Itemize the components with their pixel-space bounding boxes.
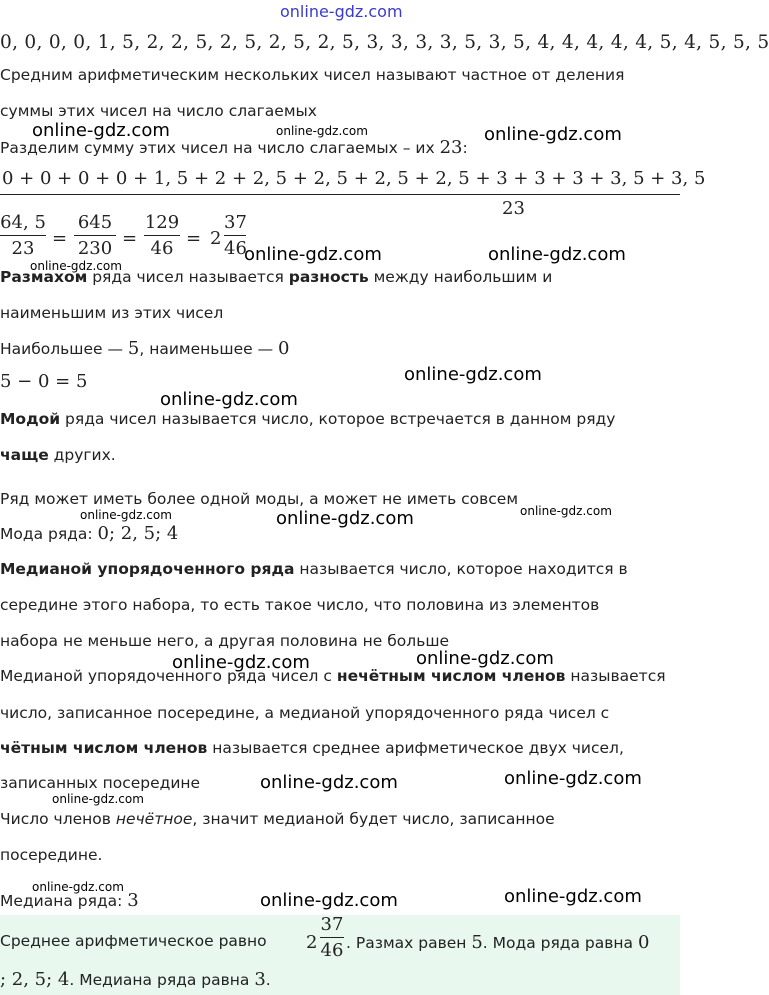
watermark: online-gdz.com xyxy=(244,244,382,265)
watermark-top: online-gdz.com xyxy=(280,2,403,21)
median-definition-line2: середине этого набора, то есть такое число, что половина из элементов xyxy=(0,596,600,614)
watermark: online-gdz.com xyxy=(172,652,310,673)
watermark: online-gdz.com xyxy=(520,504,612,518)
series-line: 0, 0, 0, 0, 1, 5, 2, 2, 5, 2, 5, 2, 5, 2, 5, 3, 3, 3, 3, 5, 3, 5, 4, 4, 4, 4, 4, 5, 4, 5, 5, 5 xyxy=(0,32,769,53)
mean-definition-line1: Средним арифметическим нескольких чисел называют частное от деления xyxy=(0,66,625,84)
max-min-line: Наибольшее — 5, наименьшее — 0 xyxy=(0,338,290,359)
watermark: online-gdz.com xyxy=(52,792,144,806)
watermark: online-gdz.com xyxy=(276,124,368,138)
sum-numerator: 0 + 0 + 0 + 0 + 1, 5 + 2 + 2, 5 + 2, 5 + 2, 5 + 2, 5 + 3 + 3 + 3 + 3, 5 + 3, 5 xyxy=(2,168,706,189)
answer-mean-whole: 2 xyxy=(306,932,318,953)
watermark: online-gdz.com xyxy=(32,120,170,141)
median-odd-line1: Медианой упорядоченного ряда чисел с нечётным числом членов называется xyxy=(0,667,666,685)
watermark: online-gdz.com xyxy=(416,648,554,669)
mode-definition-line2: чаще других. xyxy=(0,446,116,464)
watermark: online-gdz.com xyxy=(260,890,398,911)
watermark: online-gdz.com xyxy=(80,508,172,522)
mode-note: Ряд может иметь более одной моды, а может не иметь совсем xyxy=(0,490,519,508)
median-count-line1: Число членов нечётное, значит медианой будет число, записанное xyxy=(0,810,555,828)
mixed-whole: 2 xyxy=(210,228,222,249)
median-count-line2: посередине. xyxy=(0,846,103,864)
fraction-1: 64, 5 23 xyxy=(0,212,46,259)
mixed-fraction: 37 46 xyxy=(224,212,247,259)
watermark: online-gdz.com xyxy=(484,124,622,145)
watermark: online-gdz.com xyxy=(30,259,122,273)
watermark: online-gdz.com xyxy=(276,508,414,529)
mode-answer: Мода ряда: 0; 2, 5; 4 xyxy=(0,523,179,544)
watermark: online-gdz.com xyxy=(32,880,124,894)
watermark: online-gdz.com xyxy=(404,364,542,385)
divide-text: Разделим сумму этих чисел на число слагаемых – их 23: xyxy=(0,137,468,158)
watermark: online-gdz.com xyxy=(488,244,626,265)
watermark: online-gdz.com xyxy=(504,886,642,907)
answer-line1-rest: . Размах равен 5. Мода ряда равна 0 xyxy=(346,932,650,953)
median-even-line2: записанных посередине xyxy=(0,774,201,792)
median-answer: Медиана ряда: 3 xyxy=(0,890,139,911)
equals-sign: = xyxy=(186,228,202,249)
watermark: online-gdz.com xyxy=(504,768,642,789)
range-definition-line2: наименьшим из этих чисел xyxy=(0,304,224,322)
answer-mean-fraction: 37 46 xyxy=(320,914,344,961)
watermark: online-gdz.com xyxy=(260,772,398,793)
sum-denominator: 23 xyxy=(502,198,525,219)
mean-definition-line2: суммы этих чисел на число слагаемых xyxy=(0,102,317,120)
watermark: online-gdz.com xyxy=(160,389,298,410)
fraction-3: 129 46 xyxy=(144,212,180,259)
median-definition-line1: Медианой упорядоченного ряда называется число, которое находится в xyxy=(0,560,628,578)
sum-fraction-bar xyxy=(0,194,680,195)
median-odd-line2: число, записанное посередине, а медианой упорядоченного ряда чисел с xyxy=(0,704,610,722)
median-definition-line3: набора не меньше него, а другая половина не больше xyxy=(0,632,450,650)
mode-definition-line1: Модой ряда чисел называется число, которое встречается в данном ряду xyxy=(0,410,616,428)
answer-line1-text: Среднее арифметическое равно xyxy=(0,932,267,950)
fraction-2: 645 230 xyxy=(74,212,116,259)
median-even-line1: чётным числом членов называется среднее арифметическое двух чисел, xyxy=(0,739,624,757)
answer-line2: ; 2, 5; 4. Медиана ряда равна 3. xyxy=(0,969,271,990)
range-calc: 5 − 0 = 5 xyxy=(0,371,88,392)
equals-sign: = xyxy=(52,228,68,249)
range-definition-line1: Размахом ряда чисел называется разность между наибольшим и xyxy=(0,268,553,286)
equals-sign: = xyxy=(122,228,138,249)
